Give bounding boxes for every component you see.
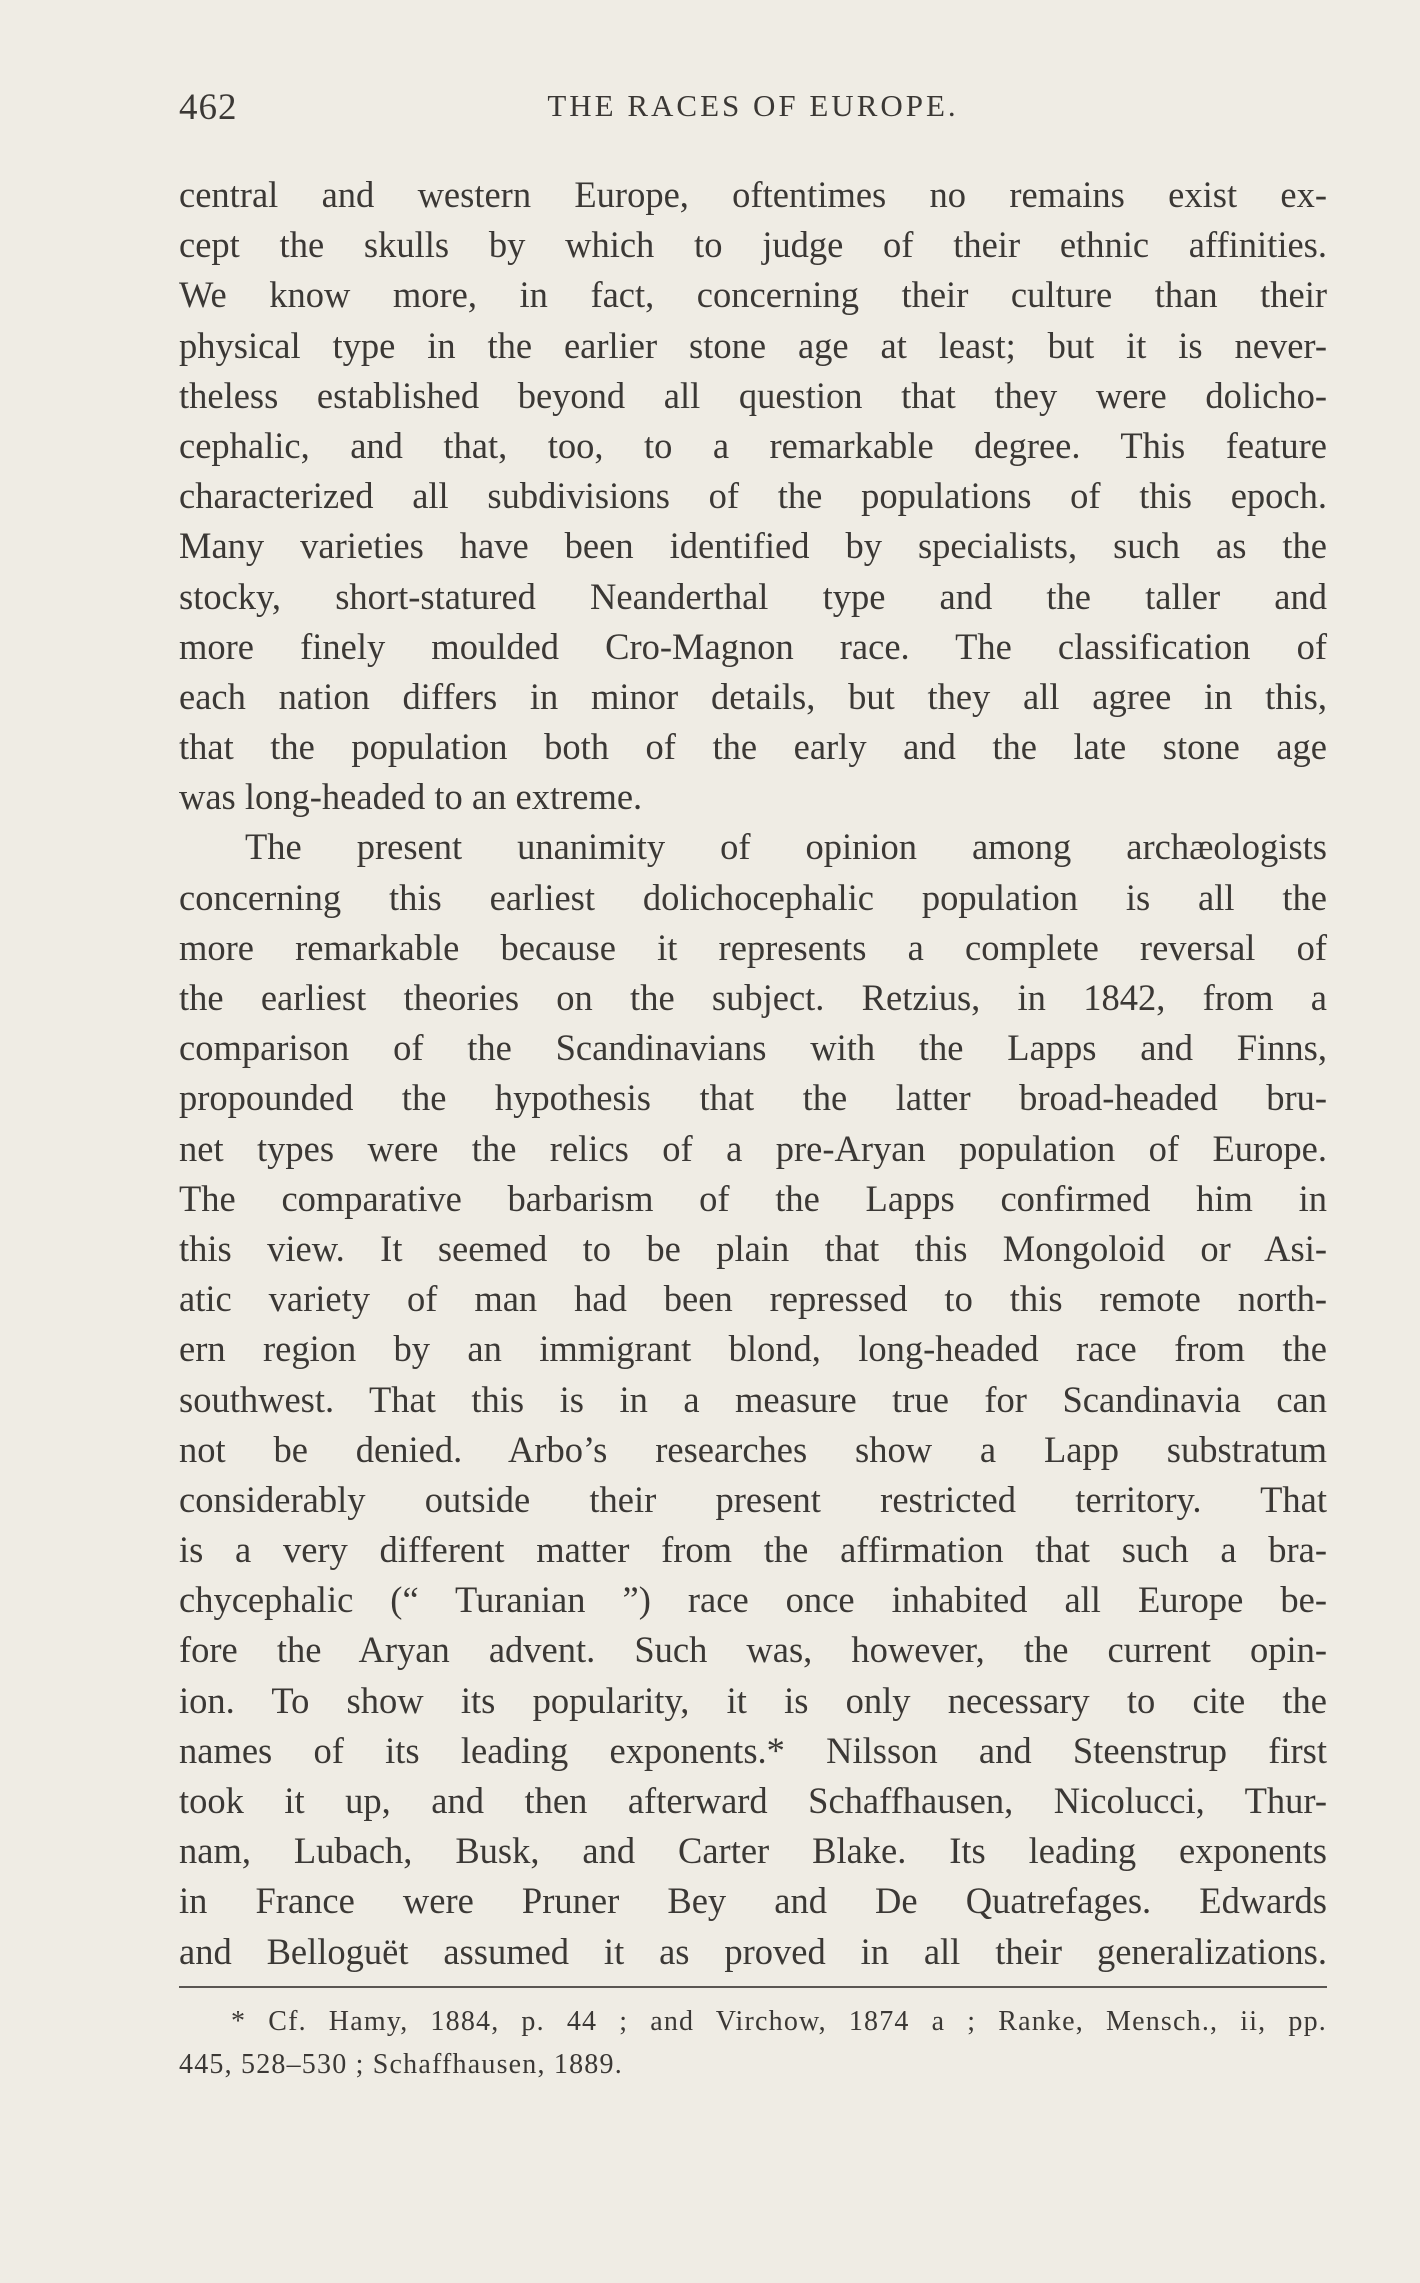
text-line: net types were the relics of a pre-Aryan population of Europe.	[179, 1127, 1327, 1169]
running-head	[179, 80, 1327, 140]
text-line: ern region by an immigrant blond, long-headed race from the	[179, 1328, 1327, 1370]
text-line: atic variety of man had been repressed to this remote north-	[179, 1278, 1327, 1320]
text-line: more finely moulded Cro-Magnon race. The classification of	[179, 625, 1327, 667]
paragraph	[179, 822, 1327, 1976]
text-line: names of its leading exponents.* Nilsson and Steenstrup first	[179, 1729, 1327, 1771]
text-line: this view. It seemed to be plain that this Mongoloid or Asi-	[179, 1227, 1327, 1269]
text-line: nam, Lubach, Busk, and Carter Blake. Its leading exponents	[179, 1830, 1327, 1872]
text-line: fore the Aryan advent. Such was, however, the current opin-	[179, 1629, 1327, 1671]
body-text	[179, 170, 1327, 1977]
text-line: was long-headed to an extreme.	[179, 776, 643, 818]
text-line: characterized all subdivisions of the populations of this epoch.	[179, 475, 1327, 517]
text-line: is a very different matter from the affirmation that such a bra-	[179, 1529, 1327, 1571]
footnote-line: 445, 528–530 ; Schaffhausen, 1889.	[179, 2049, 623, 2080]
running-title: THE RACES OF EUROPE.	[547, 88, 959, 123]
text-line: theless established beyond all question that they were dolicho-	[179, 374, 1327, 416]
text-line: more remarkable because it represents a complete reversal of	[179, 926, 1327, 968]
text-line: in France were Pruner Bey and De Quatrefages. Edwards	[179, 1880, 1327, 1922]
footnote	[179, 2000, 1327, 2086]
text-line: propounded the hypothesis that the latter broad-headed bru-	[179, 1077, 1327, 1119]
text-line: the earliest theories on the subject. Retzius, in 1842, from a	[179, 977, 1327, 1018]
text-line: cephalic, and that, too, to a remarkable degree. This feature	[179, 424, 1327, 466]
text-line: physical type in the earlier stone age at least; but it is never-	[179, 324, 1327, 366]
footnote-divider	[179, 1986, 1327, 1988]
text-line: central and western Europe, oftentimes no remains exist ex-	[179, 174, 1327, 215]
text-line: and Belloguët assumed it as proved in all their generalizations.	[179, 1930, 1327, 1972]
text-line: ion. To show its popularity, it is only necessary to cite the	[179, 1679, 1327, 1721]
text-line: took it up, and then afterward Schaffhausen, Nicolucci, Thur-	[179, 1780, 1327, 1821]
text-line: We know more, in fact, concerning their culture than their	[179, 274, 1327, 316]
text-line: southwest. That this is in a measure true for Scandinavia can	[179, 1378, 1327, 1420]
text-line: Many varieties have been identified by specialists, such as the	[179, 525, 1327, 567]
text-line: not be denied. Arbo’s researches show a Lapp substratum	[179, 1428, 1327, 1470]
text-line: concerning this earliest dolichocephalic population is all the	[179, 876, 1327, 918]
text-line: The present unanimity of opinion among archæologists	[245, 826, 1327, 868]
text-line: chycephalic (“ Turanian ”) race once inhabited all Europe be-	[179, 1579, 1327, 1621]
text-line: each nation differs in minor details, but they all agree in this,	[179, 675, 1327, 717]
page-number: 462	[179, 87, 238, 128]
text-line: that the population both of the early and the late stone age	[179, 726, 1327, 768]
paragraph	[179, 170, 1327, 822]
text-line: stocky, short-statured Neanderthal type and the taller and	[179, 575, 1327, 617]
text-line: considerably outside their present restricted territory. That	[179, 1478, 1327, 1520]
text-line: comparison of the Scandinavians with the Lapps and Finns,	[179, 1027, 1327, 1069]
text-line: The comparative barbarism of the Lapps confirmed him in	[179, 1177, 1327, 1219]
text-line: cept the skulls by which to judge of their ethnic affinities.	[179, 224, 1327, 266]
footnote-line: * Cf. Hamy, 1884, p. 44 ; and Virchow, 1874 a ; Ranke, Mensch., ii, pp.	[231, 2006, 1327, 2037]
